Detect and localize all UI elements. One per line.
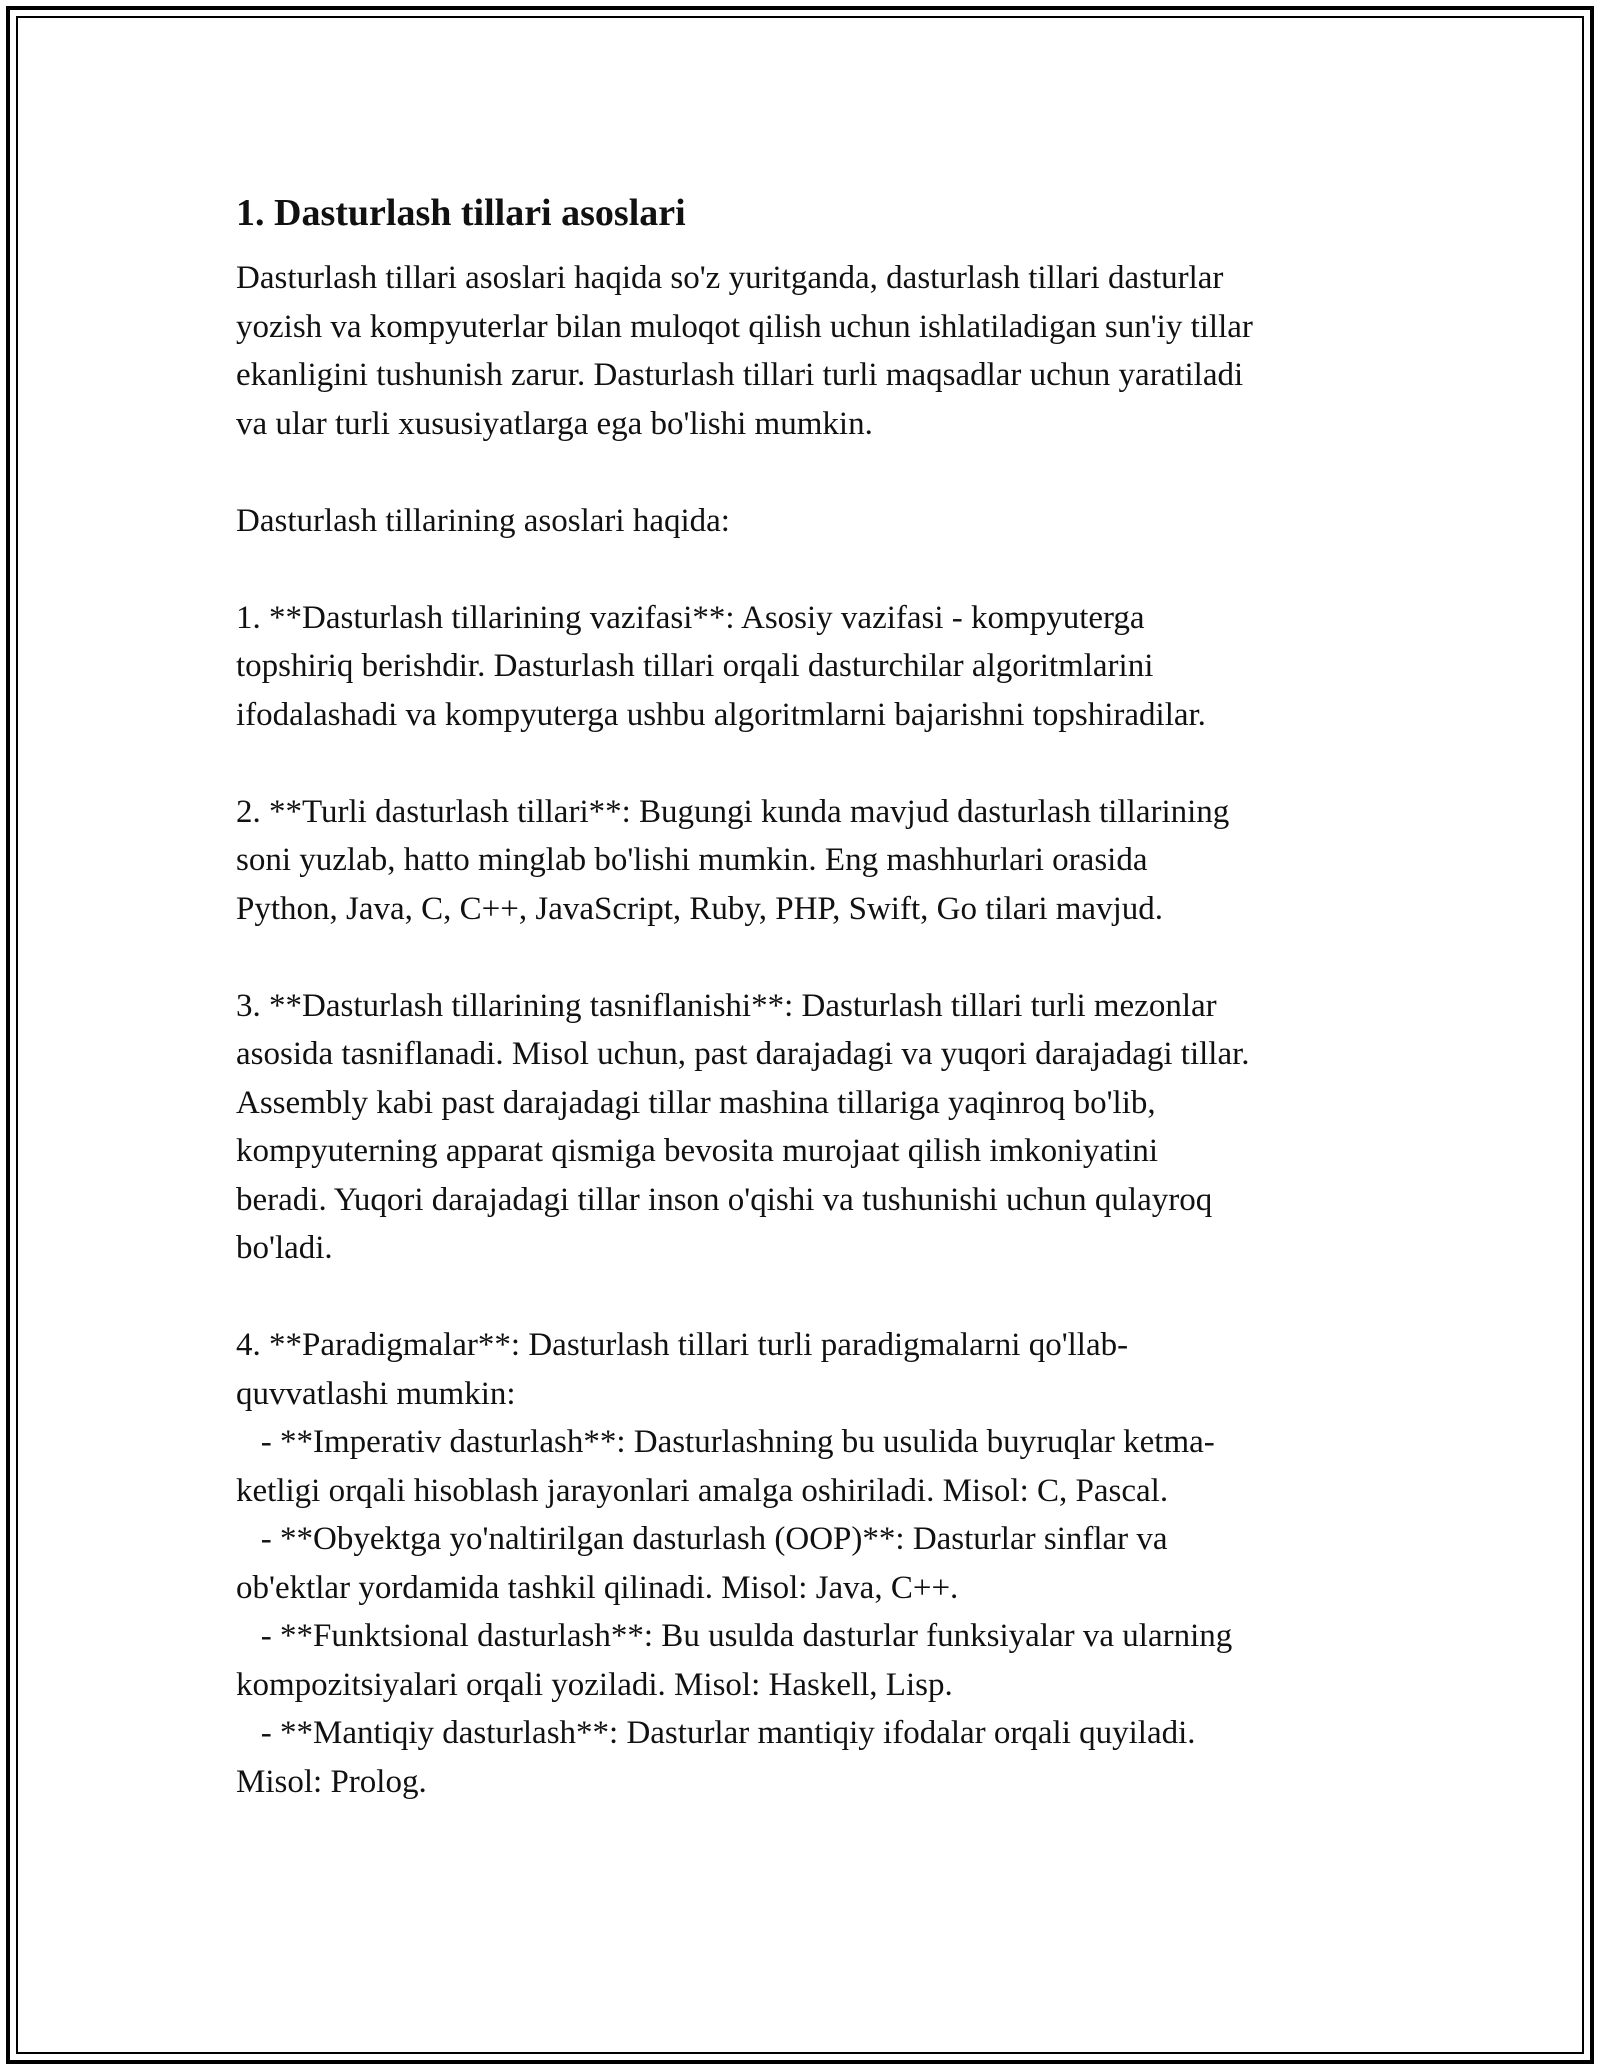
list-item-purpose: 1. **Dasturlash tillarining vazifasi**: Asosiy vazifasi - kompyuterga topshiriq berishdir. Dasturlash tillari orqali dasturchilar algoritmlarini ifodalashadi va kompyuterga ushbu algoritmlarni bajarishni topshiradilar.: [236, 599, 1206, 733]
list-item-classification: 3. **Dasturlash tillarining tasniflanishi**: Dasturlash tillari turli mezonlar asosida tasniflanadi. Misol uchun, past darajadagi va yuqori darajadagi tillar. Assembly kabi past darajadagi tillar mashina tillariga yaqinroq bo'lib, kompyuterning apparat qismiga bevosita murojaat qilish imkoniyatini beradi. Yuqori darajadagi tillar inson o'qishi va tushunishi uchun qulayroq bo'ladi.: [236, 987, 1250, 1266]
document-heading: 1. Dasturlash tillari asoslari: [236, 192, 686, 234]
list-item-languages: 2. **Turli dasturlash tillari**: Bugungi kunda mavjud dasturlash tillarining soni yuzlab, hatto minglab bo'lishi mumkin. Eng mashhurlari orasida Python, Java, C, C++, JavaScript, Ruby, PHP, Swift, Go tilari mavjud.: [236, 793, 1230, 927]
document-body: [236, 186, 1376, 1806]
intro-paragraph: Dasturlash tillari asoslari haqida so'z yuritganda, dasturlash tillari dasturlar yozish va kompyuterlar bilan muloqot qilish uchun ishlatiladigan sun'iy tillar ekanligini tushunish zarur. Dasturlash tillari turli maqsadlar uchun yaratiladi va ular turli xususiyatlarga ega bo'lishi mumkin.: [236, 260, 1253, 442]
basics-lead-paragraph: Dasturlash tillarining asoslari haqida:: [236, 502, 730, 539]
list-item-paradigms: 4. **Paradigmalar**: Dasturlash tillari turli paradigmalarni qo'llab- quvvatlashi mumkin: - **Imperativ dasturlash**: Dasturlashning bu usulida buyruqlar ketma- ketligi orqali hisoblash jarayonlari amalga oshiriladi. Misol: C, Pascal. - **Obyektga yo'naltirilgan dasturlash (OOP)**: Dasturlar sinflar va ob'ektlar yordamida tashkil qilinadi. Misol: Java, C++. - **Funktsional dasturlash**: Bu usulda dasturlar funksiyalar va ularning kompozitsiyalari orqali yoziladi. Misol: Haskell, Lisp. - **Mantiqiy dasturlash**: Dasturlar mantiqiy ifodalar orqali quyiladi. Misol: Prolog.: [236, 1327, 1233, 1800]
